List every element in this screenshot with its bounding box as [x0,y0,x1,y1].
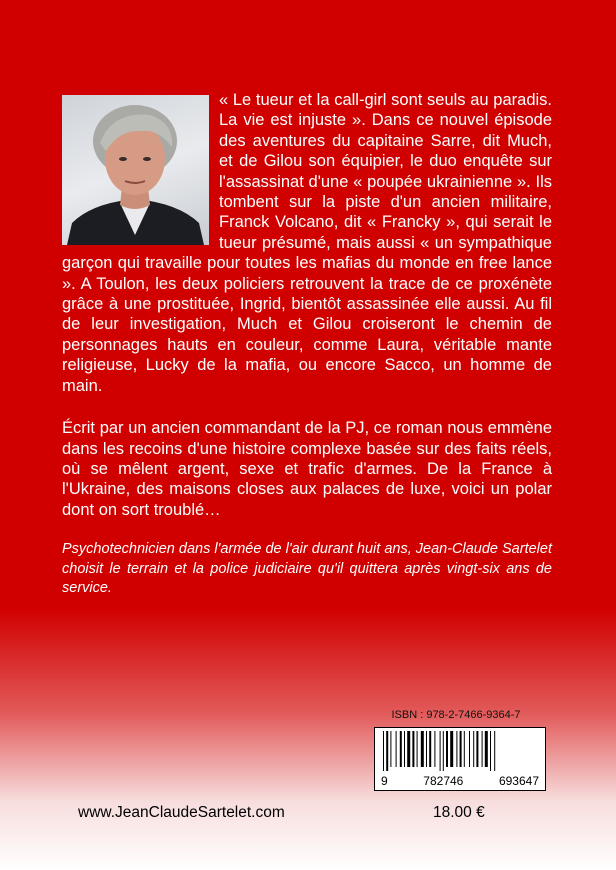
isbn-label: ISBN : 978-2-7466-9364-7 [391,709,521,721]
author-bio: Psychotechnicien dans l'armée de l'air durant huit ans, Jean-Claude Sartelet choisit le terrain et la police judiciaire qu'il quittera après vingt-six ans de service. [62,541,552,597]
barcode-first-digit: 9 [381,774,388,788]
blurb-paragraph-2: Écrit par un ancien commandant de la PJ, ce roman nous emmène dans les recoins d'une histoire complexe basée sur des faits réels, où se mêlent argent, sexe et trafic d'armes. De la France à l'Ukraine, des maisons closes aux palaces de luxe, voici un polar dont on sort troublé… [62,419,552,519]
author-portrait-icon [62,95,209,245]
barcode-right-digits: 693647 [498,774,539,788]
barcode [374,727,546,791]
blurb-text-block [62,90,552,619]
author-website-link[interactable]: www.JeanClaudeSartelet.com [78,804,285,821]
price-label: 18.00 € [433,804,485,821]
author-photo [62,95,209,245]
blurb-paragraph-1: « Le tueur et la call-girl sont seuls au paradis. La vie est injuste ». Dans ce nouvel épisode des aventures du capitaine Sarre, dit Much, et de Gilou son équipier, le duo enquête sur l'assassinat d'une « poupée ukrainienne ». Ils tombent sur la piste d'un ancien militaire, Franck Volcano, dit « Francky », qui serait le tueur présumé, mais aussi « un sympathique garçon qui travaille pour toutes les mafias du monde en free lance ». A Toulon, les deux policiers retrouvent la trace de ce proxénète grâce à une prostituée, Ingrid, bientôt assassinée elle aussi. Au fil de leur investigation, Much et Gilou croiseront le chemin de personnages hauts en couleur, comme Laura, véritable mante religieuse, Lucky de la mafia, ou encore Sacco, un homme de main. [62,91,552,395]
barcode-left-digits: 782746 [423,774,464,788]
barcode-icon [379,731,541,771]
barcode-digits [375,774,545,788]
